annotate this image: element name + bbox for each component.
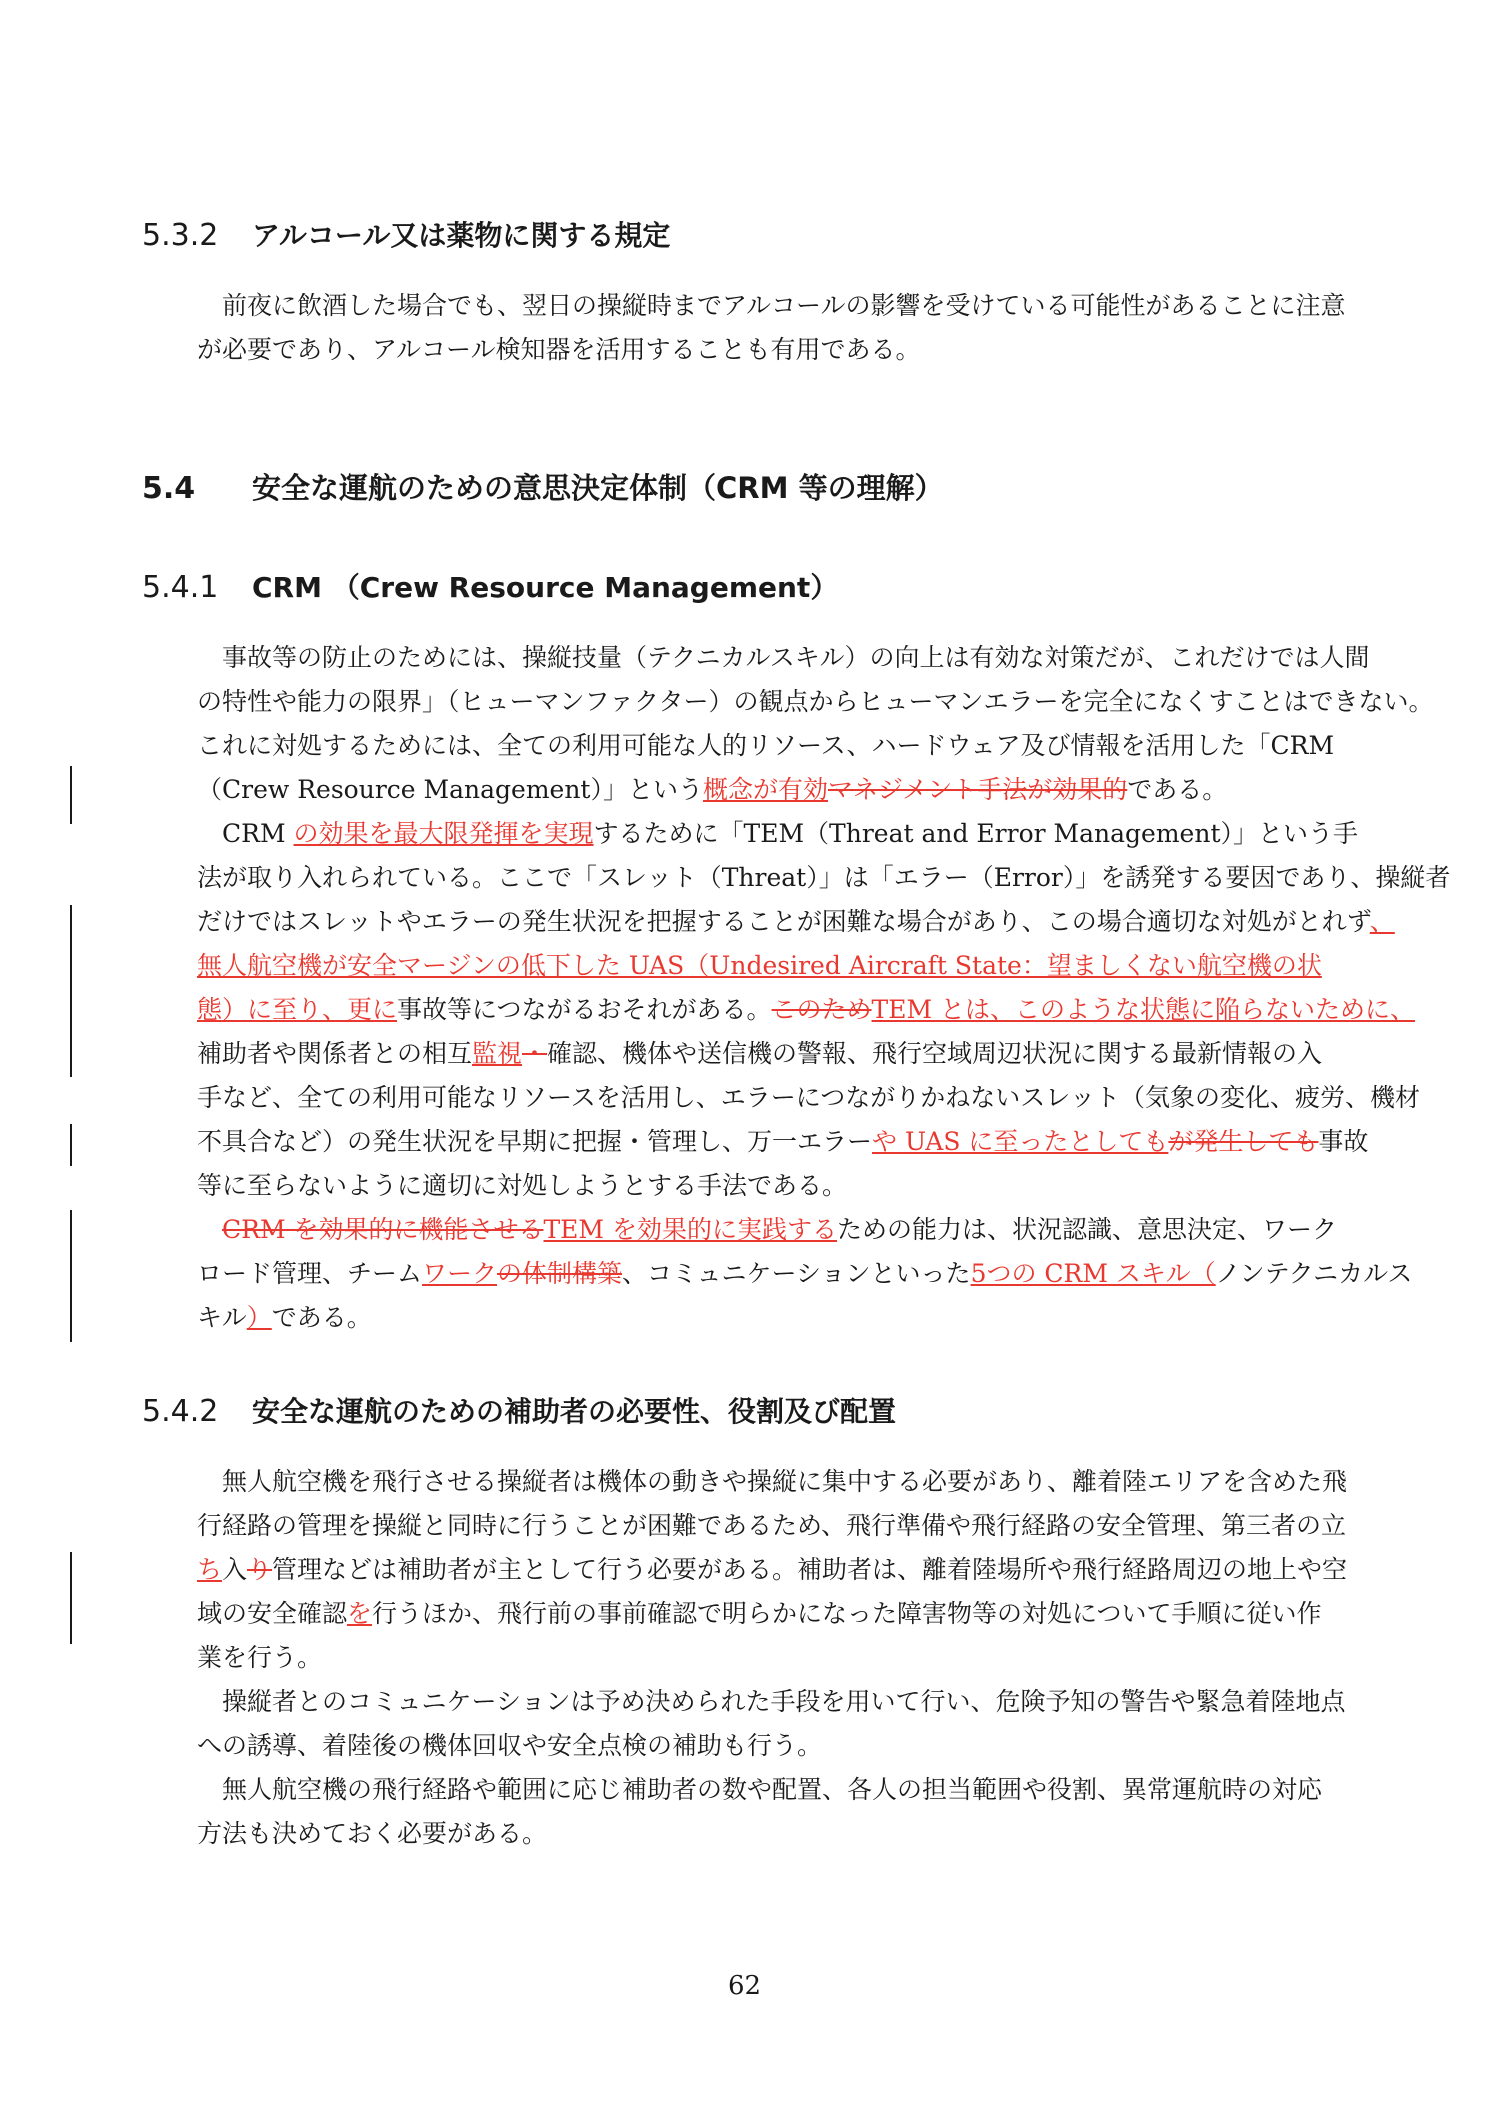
paragraph-line: 方法も決めておく必要がある。 xyxy=(197,1819,548,1848)
inserted-text: 、 xyxy=(1369,907,1395,936)
paragraph-line xyxy=(197,990,1415,1026)
section-number: 5.4.2 xyxy=(142,1394,219,1429)
inserted-text: 態）に至り、更に xyxy=(197,995,398,1024)
text-run: 管理などは補助者が主として行う必要がある。補助者は、離着陸場所や飛行経路周辺の地上や空 xyxy=(272,1555,1348,1584)
inserted-text: 概念が有効 xyxy=(702,775,828,804)
text-run: 不具合など）の発生状況を早期に把握・管理し、万一エラー xyxy=(197,1127,873,1156)
text-run: 事故等につながるおそれがある。 xyxy=(397,995,772,1024)
section-number: 5.4 xyxy=(142,471,196,506)
paragraph-line xyxy=(197,1122,1368,1158)
paragraph-line: の特性や能力の限界」（ヒューマンファクター）の観点からヒューマンエラーを完全になくすことはできない。 xyxy=(197,687,1434,716)
text-run: 補助者や関係者との相互 xyxy=(197,1039,473,1068)
inserted-text: TEM を効果的に実践する xyxy=(543,1215,837,1244)
change-bar xyxy=(70,905,72,1077)
heading-5-4 xyxy=(142,466,944,507)
text-run: だけではスレットやエラーの発生状況を把握することが困難な場合があり、この場合適切な対処がとれず xyxy=(197,907,1370,936)
inserted-text: このような状態に陥らないために、 xyxy=(1015,995,1416,1024)
inserted-text: ） xyxy=(246,1303,272,1332)
inserted-text: 5つの CRM スキル（ xyxy=(970,1259,1216,1288)
paragraph-line xyxy=(197,1550,1347,1586)
section-title: アルコール又は薬物に関する規定 xyxy=(252,219,671,252)
inserted-text: を xyxy=(347,1599,373,1628)
text-run: 域の安全確認 xyxy=(197,1599,348,1628)
paragraph-line: 事故等の防止のためには、操縦技量（テクニカルスキル）の向上は有効な対策だが、これだけでは人間 xyxy=(222,643,1370,672)
paragraph-line xyxy=(197,1298,372,1334)
section-number: 5.4.1 xyxy=(142,570,219,605)
paragraph-line: 法が取り入れられている。ここで「スレット（Threat）」は「エラー（Error）」を誘発する要因であり、操縦者 xyxy=(197,863,1451,892)
inserted-text: 無人航空機が安全マージンの低下した UAS（Undesired Aircraft State：望ましくない航空機の状 xyxy=(197,951,1322,980)
text-run: 、コミュニケーションといった xyxy=(622,1259,971,1288)
paragraph-line xyxy=(197,946,1322,982)
text-run: ノンテクニカルス xyxy=(1215,1259,1413,1288)
paragraph-line: が必要であり、アルコール検知器を活用することも有用である。 xyxy=(197,335,921,364)
inserted-text: や UAS に至ったとしても xyxy=(872,1127,1169,1156)
text-run: ロード管理、チーム xyxy=(197,1259,423,1288)
paragraph-line xyxy=(197,770,1227,806)
deleted-text: の体制構築 xyxy=(497,1259,623,1288)
deleted-text: マネジメント手法が効果的 xyxy=(828,775,1128,804)
text-run: ための能力は、状況認識、意思決定、ワーク xyxy=(836,1215,1337,1244)
section-title: CRM （Crew Resource Management） xyxy=(252,571,839,604)
change-bar xyxy=(70,1210,72,1342)
text-run: である。 xyxy=(1127,775,1228,804)
inserted-text: 監視 xyxy=(472,1039,523,1068)
change-bar xyxy=(70,1552,72,1644)
section-title: 安全な運航のための意思決定体制（CRM 等の理解） xyxy=(252,471,944,505)
heading-5-3-2 xyxy=(142,214,670,254)
text-run: （Crew Resource Management）」という xyxy=(197,775,703,804)
deleted-text: が発生しても xyxy=(1168,1127,1319,1156)
paragraph-line: 前夜に飲酒した場合でも、翌日の操縦時までアルコールの影響を受けている可能性があることに注意 xyxy=(222,291,1346,320)
paragraph-line: 無人航空機の飛行経路や範囲に応じ補助者の数や配置、各人の担当範囲や役割、異常運航時の対応 xyxy=(222,1775,1323,1804)
heading-5-4-2 xyxy=(142,1390,896,1430)
text-run: CRM xyxy=(222,819,286,848)
page-number: 62 xyxy=(727,1971,762,2001)
paragraph-line xyxy=(222,814,1358,850)
text-run: 行うほか、飛行前の事前確認で明らかになった障害物等の対処について手順に従い作 xyxy=(372,1599,1322,1628)
paragraph-line xyxy=(197,1254,1412,1290)
deleted-text: り xyxy=(247,1555,273,1584)
paragraph-line xyxy=(197,1034,1322,1070)
deleted-text: ・ xyxy=(522,1039,548,1068)
change-bar xyxy=(70,1124,72,1166)
text-run: 確認、機体や送信機の警報、飛行空域周辺状況に関する最新情報の入 xyxy=(547,1039,1323,1068)
text-run: 事故 xyxy=(1318,1127,1369,1156)
section-number: 5.3.2 xyxy=(142,218,219,253)
text-run: である。 xyxy=(271,1303,372,1332)
inserted-text: ち xyxy=(197,1555,223,1584)
paragraph-line xyxy=(197,902,1395,938)
section-title: 安全な運航のための補助者の必要性、役割及び配置 xyxy=(252,1395,897,1428)
change-bar xyxy=(70,766,72,824)
paragraph-line xyxy=(197,1594,1322,1630)
paragraph-line: 業を行う。 xyxy=(197,1643,323,1672)
text-run: 入 xyxy=(222,1555,248,1584)
deleted-text: CRM を効果的に機能させる xyxy=(222,1215,544,1244)
paragraph-line: 手など、全ての利用可能なリソースを活用し、エラーにつながりかねないスレット（気象の変化、疲労、機材 xyxy=(197,1083,1421,1112)
paragraph-line: これに対処するためには、全ての利用可能な人的リソース、ハードウェア及び情報を活用した「CRM xyxy=(197,731,1335,760)
heading-5-4-1 xyxy=(142,566,838,606)
paragraph-line: 行経路の管理を操縦と同時に行うことが困難であるため、飛行準備や飛行経路の安全管理、第三者の立 xyxy=(197,1511,1347,1540)
text-run: するために「TEM（Threat and Error Management）」という手 xyxy=(593,819,1358,848)
inserted-text: ワーク xyxy=(422,1259,498,1288)
paragraph-line: 操縦者とのコミュニケーションは予め決められた手段を用いて行い、危険予知の警告や緊急着陸地点 xyxy=(222,1687,1346,1716)
text-run: キル xyxy=(197,1303,247,1332)
paragraph-line: への誘導、着陸後の機体回収や安全点検の補助も行う。 xyxy=(197,1731,823,1760)
paragraph-line: 等に至らないように適切に対処しようとする手法である。 xyxy=(197,1171,848,1200)
paragraph-line xyxy=(222,1210,1337,1246)
paragraph-line: 無人航空機を飛行させる操縦者は機体の動きや操縦に集中する必要があり、離着陸エリアを含めた飛 xyxy=(222,1467,1348,1496)
inserted-text: TEM とは、 xyxy=(871,995,1016,1024)
inserted-text: の効果を最大限発揮を実現 xyxy=(293,819,594,848)
deleted-text: このため xyxy=(771,995,872,1024)
